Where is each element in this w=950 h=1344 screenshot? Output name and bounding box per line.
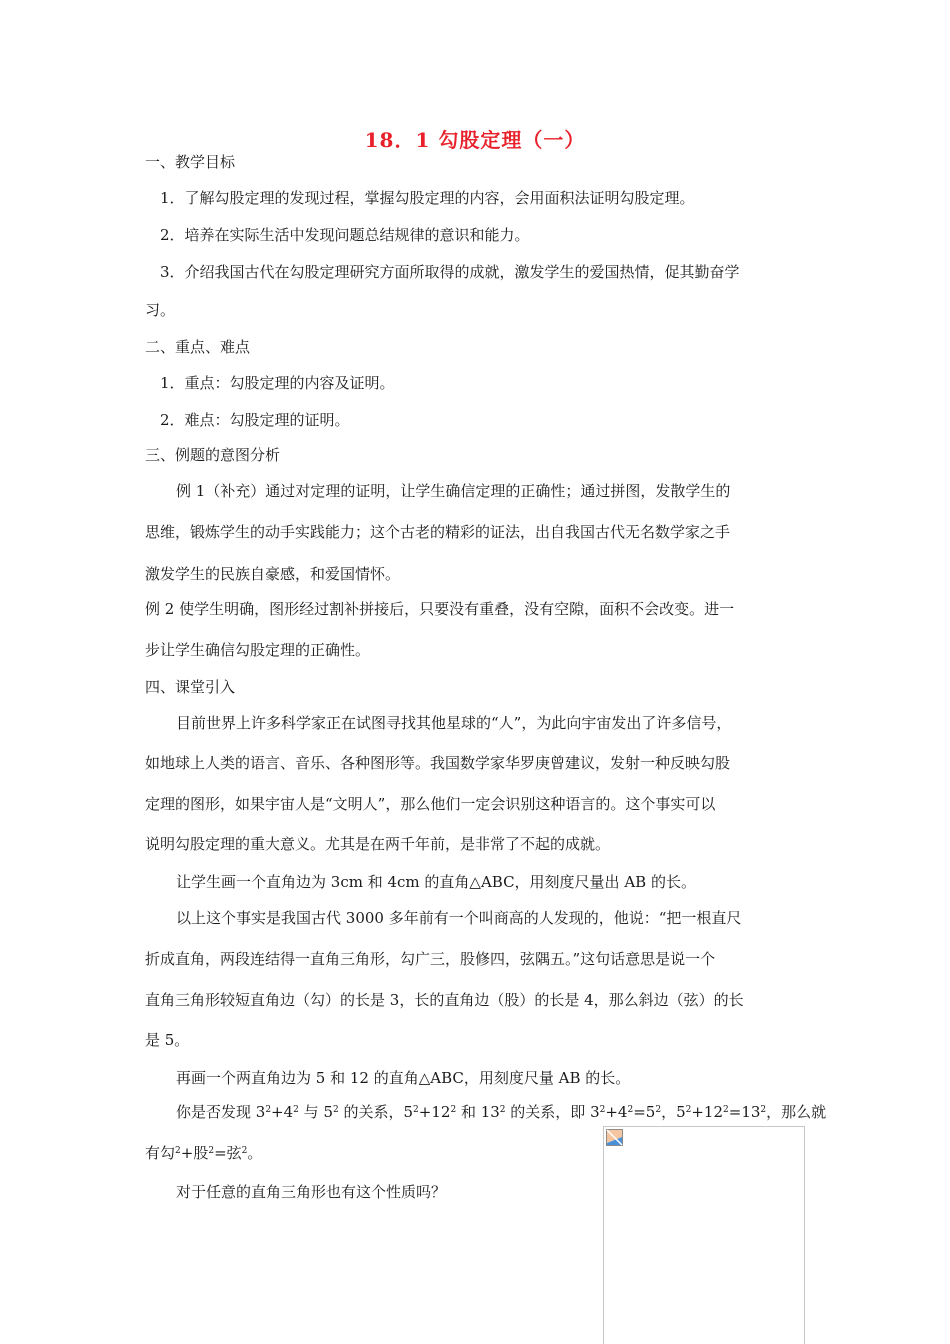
section-heading-examples: 三、例题的意图分析 — [145, 446, 281, 464]
goal-item: 2．培养在实际生活中发现问题总结规律的意识和能力。 — [160, 226, 530, 244]
key-point-item: 1．重点：勾股定理的内容及证明。 — [160, 374, 395, 392]
intro-paragraph-line: 折成直角，两段连结得一直角三角形，勾广三，股修四，弦隅五。”这句话意思是说一个 — [145, 950, 716, 968]
section-heading-key-points: 二、重点、难点 — [145, 338, 251, 356]
broken-image-icon — [606, 1129, 623, 1146]
section-heading-intro: 四、课堂引入 — [145, 678, 236, 696]
goal-item-continued: 习。 — [145, 301, 176, 319]
intro-paragraph-line: 如地球上人类的语言、音乐、各种图形等。我国数学家华罗庚曾建议，发射一种反映勾股 — [145, 754, 731, 772]
example-paragraph-line: 思维，锻炼学生的动手实践能力；这个古老的精彩的证法，出自我国古代无名数学家之手 — [145, 523, 731, 541]
intro-paragraph-line: 直角三角形较短直角边（勾）的长是 3，长的直角边（股）的长是 4，那么斜边（弦）的长 — [145, 991, 744, 1009]
example-paragraph-line: 步让学生确信勾股定理的正确性。 — [145, 641, 371, 659]
image-placeholder — [603, 1126, 805, 1344]
example-paragraph-line: 例 1（补充）通过对定理的证明，让学生确信定理的正确性；通过拼图，发散学生的 — [176, 482, 731, 500]
section-heading-goals: 一、教学目标 — [145, 153, 236, 171]
intro-question-line: 对于任意的直角三角形也有这个性质吗？ — [176, 1183, 447, 1201]
intro-paragraph-line: 再画一个两直角边为 5 和 12 的直角△ABC，用刻度尺量 AB 的长。 — [176, 1069, 631, 1087]
goal-item: 3．介绍我国古代在勾股定理研究方面所取得的成就，激发学生的爱国热情，促其勤奋学 — [160, 263, 740, 281]
intro-paragraph-line: 让学生画一个直角边为 3cm 和 4cm 的直角△ABC，用刻度尺量出 AB 的长。 — [176, 873, 696, 891]
intro-paragraph-line: 是 5。 — [145, 1031, 190, 1049]
pythagorean-words-line: 有勾$^2$+股$^2$=弦$^2$。 — [145, 1144, 263, 1162]
goal-item: 1．了解勾股定理的发现过程，掌握勾股定理的内容，会用面积法证明勾股定理。 — [160, 189, 695, 207]
intro-paragraph-line: 目前世界上许多科学家正在试图寻找其他星球的“人”，为此向宇宙发出了许多信号， — [176, 714, 732, 732]
document-title: 18．1 勾股定理（一） — [364, 128, 586, 152]
example-paragraph-line: 例 2 使学生明确，图形经过割补拼接后，只要没有重叠，没有空隙，面积不会改变。进一 — [145, 600, 735, 618]
pythagorean-relation-line: 你是否发现 $3^2+4^2$ 与 $5^2$ 的关系，$5^2+12^2$ 和 $13^2$ 的关系，即 $3^2+4^2=5^2$，$5^2+12^2=13^2$，那么就 — [176, 1103, 827, 1121]
intro-paragraph-line: 定理的图形，如果宇宙人是“文明人”，那么他们一定会识别这种语言的。这个事实可以 — [145, 795, 716, 813]
intro-paragraph-line: 说明勾股定理的重大意义。尤其是在两千年前，是非常了不起的成就。 — [145, 835, 611, 853]
key-point-item: 2．难点：勾股定理的证明。 — [160, 411, 350, 429]
intro-paragraph-line: 以上这个事实是我国古代 3000 多年前有一个叫商高的人发现的，他说：“把一根直尺 — [176, 909, 742, 927]
example-paragraph-line: 激发学生的民族自豪感，和爱国情怀。 — [145, 565, 401, 583]
